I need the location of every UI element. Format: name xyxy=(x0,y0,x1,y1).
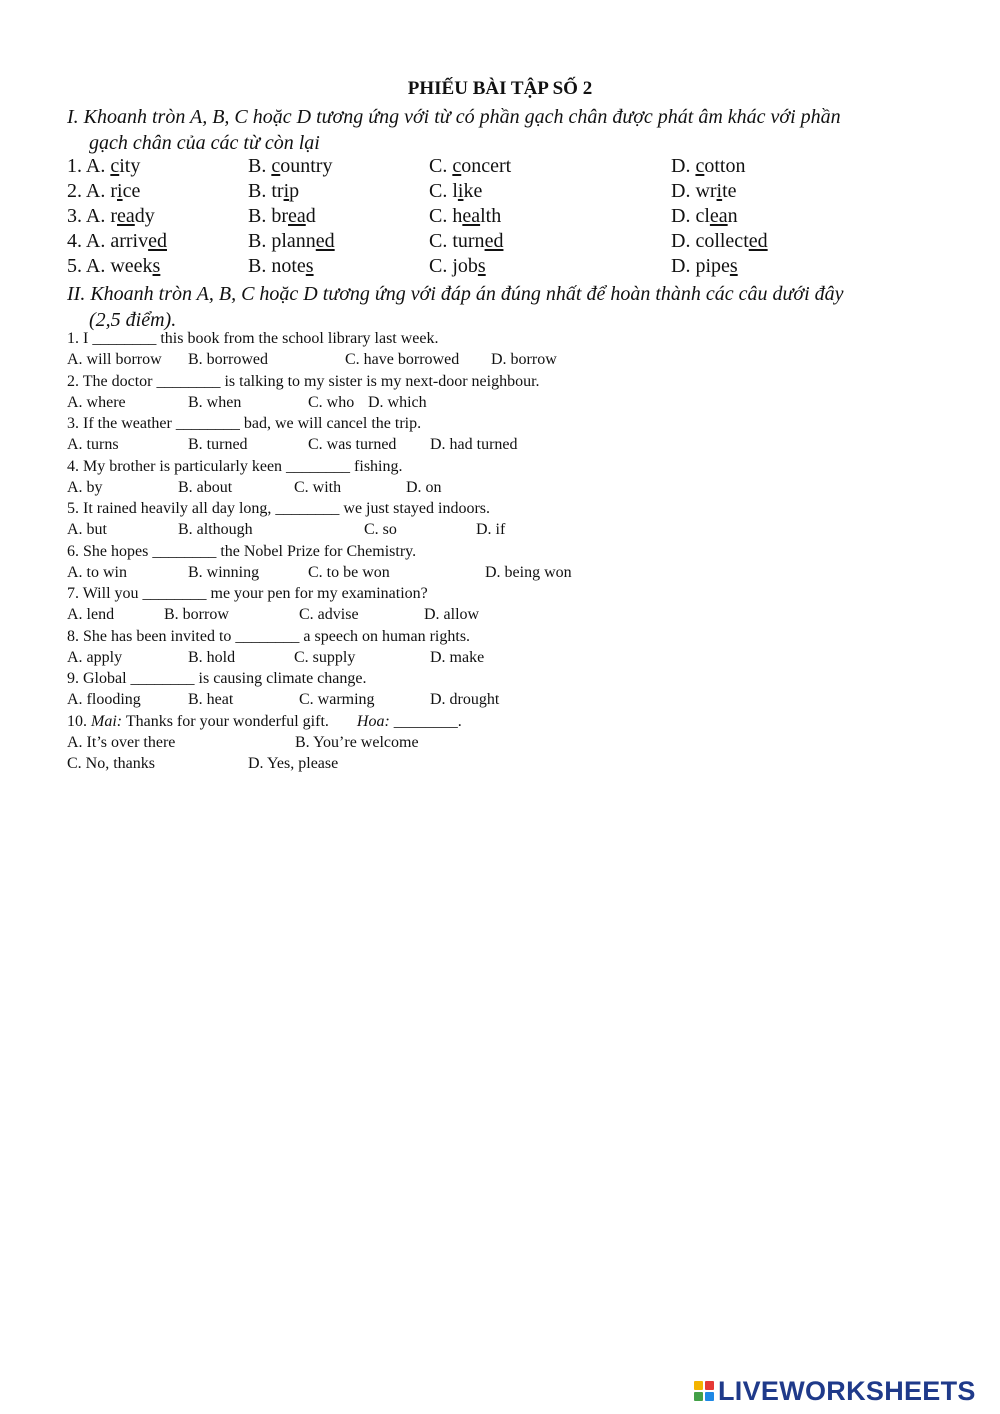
question-options xyxy=(67,479,947,500)
answer-option[interactable]: D. borrow xyxy=(491,351,557,368)
answer-option[interactable]: C. to be won xyxy=(308,563,390,581)
underlined-part: ea xyxy=(288,205,306,227)
pronunciation-option[interactable] xyxy=(248,155,332,178)
pronunciation-option[interactable] xyxy=(67,255,160,278)
answer-option[interactable]: A. apply xyxy=(67,648,123,666)
pronunciation-option[interactable] xyxy=(248,255,314,278)
answer-option[interactable]: A. turns xyxy=(67,436,119,453)
option-text: arriv xyxy=(110,230,149,252)
answer-option[interactable]: C. have borrowed xyxy=(345,351,460,368)
question-text: 8. She has been invited to ________ a speech on human rights. xyxy=(67,627,471,645)
option-text: ke xyxy=(463,180,483,202)
underlined-part: i xyxy=(457,180,464,202)
answer-option[interactable]: D. make xyxy=(430,648,485,666)
answer-option[interactable]: B. turned xyxy=(188,436,248,453)
answer-option[interactable]: A. lend xyxy=(67,606,115,623)
option-text: D. cl xyxy=(671,205,710,227)
section-2-heading xyxy=(67,281,927,333)
row-number: 2. A. xyxy=(67,180,111,202)
question-options xyxy=(67,649,947,670)
option-text: B. br xyxy=(248,205,288,227)
underlined-part: ed xyxy=(315,230,335,252)
answer-option[interactable]: C. advise xyxy=(299,606,359,623)
option-text: C. h xyxy=(429,205,463,227)
pronunciation-option[interactable] xyxy=(429,155,511,178)
option-text: D. collect xyxy=(671,230,749,252)
logo-square xyxy=(705,1381,714,1390)
underlined-part: s xyxy=(305,255,314,277)
question-10-line: Thanks for your wonderful gift. xyxy=(125,713,329,730)
answer-option[interactable]: D. if xyxy=(476,521,506,538)
answer-option[interactable]: C. so xyxy=(364,521,397,538)
liveworksheets-logo xyxy=(694,1377,990,1405)
question-text: 9. Global ________ is causing climate change. xyxy=(67,670,367,687)
pronunciation-option[interactable] xyxy=(671,180,737,203)
answer-option[interactable]: A. to win xyxy=(67,563,127,581)
question-text: 3. If the weather ________ bad, we will cancel the trip. xyxy=(67,415,422,432)
option-text: n xyxy=(727,205,738,227)
question-10-option-b[interactable]: B. You’re welcome xyxy=(295,734,419,751)
option-text: ountry xyxy=(280,155,333,177)
answer-option[interactable]: C. warming xyxy=(299,691,375,708)
underlined-part: i xyxy=(117,180,123,202)
page-title: PHIẾU BÀI TẬP SỐ 2 xyxy=(407,78,593,99)
section-2-heading-line1: II. Khoanh tròn A, B, C hoặc D tương ứng với đáp án đúng nhất để hoàn thành các câu dưới đây xyxy=(67,283,844,305)
answer-option[interactable]: D. which xyxy=(368,393,427,411)
pronunciation-option[interactable] xyxy=(248,205,316,228)
question-options xyxy=(67,521,947,542)
answer-option[interactable]: B. although xyxy=(178,521,253,538)
row-number: 5. A. xyxy=(67,255,111,277)
underlined-part: ea xyxy=(117,205,135,227)
section-1-heading-line2: gạch chân của các từ còn lại xyxy=(89,132,320,154)
option-text: r xyxy=(110,205,118,227)
option-text: B. note xyxy=(248,255,306,277)
question-text: 4. My brother is particularly keen ________ fishing. xyxy=(67,457,403,475)
question-10-options-row-2 xyxy=(67,755,947,776)
answer-option[interactable]: C. with xyxy=(294,478,342,496)
question-10 xyxy=(67,713,947,734)
answer-option[interactable]: A. but xyxy=(67,521,107,538)
option-text: te xyxy=(722,180,737,202)
answer-option[interactable]: B. heat xyxy=(188,691,234,708)
underlined-part: ed xyxy=(148,230,167,252)
section-2-heading-line2: (2,5 điểm). xyxy=(89,309,177,331)
underlined-part: s xyxy=(152,255,161,277)
pronunciation-row xyxy=(67,180,927,205)
answer-option[interactable]: D. on xyxy=(406,478,442,496)
underlined-part: i xyxy=(716,180,723,202)
option-text: D. xyxy=(671,155,696,177)
answer-option[interactable]: D. allow xyxy=(424,606,480,623)
question-10-options-row-1 xyxy=(67,734,947,755)
answer-option[interactable]: C. supply xyxy=(294,648,356,666)
answer-option[interactable]: D. being won xyxy=(485,563,572,581)
pronunciation-option[interactable] xyxy=(429,205,501,228)
option-text: C. job xyxy=(429,255,478,277)
option-text: D. pipe xyxy=(671,255,730,277)
option-text: C. l xyxy=(429,180,458,202)
answer-option[interactable]: A. flooding xyxy=(67,691,141,708)
row-number: 1. A. xyxy=(67,155,111,177)
answer-option[interactable]: B. when xyxy=(188,393,242,411)
answer-option[interactable]: C. who xyxy=(308,393,355,411)
pronunciation-option[interactable] xyxy=(671,255,738,278)
logo-square xyxy=(694,1381,703,1390)
question-text: 2. The doctor ________ is talking to my sister is my next-door neighbour. xyxy=(67,372,540,390)
answer-option[interactable]: A. where xyxy=(67,393,126,411)
section-1-heading xyxy=(67,104,927,156)
pronunciation-option[interactable] xyxy=(67,205,155,228)
question-10-option-a[interactable]: A. It’s over there xyxy=(67,734,176,751)
question-10-option-d[interactable]: D. Yes, please xyxy=(248,755,339,772)
option-text: B. tr xyxy=(248,180,284,202)
question-options xyxy=(67,351,947,372)
pronunciation-option[interactable] xyxy=(67,180,140,203)
option-text: ce xyxy=(122,180,141,202)
row-number: 3. A. xyxy=(67,205,111,227)
question-options xyxy=(67,564,947,585)
underlined-part: s xyxy=(729,255,738,277)
question-options xyxy=(67,436,947,457)
answer-option[interactable]: B. hold xyxy=(188,648,236,666)
answer-option[interactable]: B. winning xyxy=(188,563,260,581)
question-10-speaker-2: Hoa: xyxy=(356,713,390,730)
answer-option[interactable]: A. will borrow xyxy=(67,351,162,368)
answer-option[interactable]: D. had turned xyxy=(430,436,518,453)
logo-text: LIVEWORKSHEETS xyxy=(718,1375,976,1406)
underlined-part: ed xyxy=(484,230,504,252)
underlined-part: ea xyxy=(709,205,728,227)
option-text: ity xyxy=(119,155,141,177)
logo-square xyxy=(705,1392,714,1401)
logo-square xyxy=(694,1392,703,1401)
option-text: B. plann xyxy=(248,230,316,252)
row-number: 4. A. xyxy=(67,230,111,252)
question-10-speaker-1: Mai: xyxy=(91,713,123,730)
answer-option[interactable]: B. about xyxy=(178,478,233,496)
option-text: otton xyxy=(704,155,746,177)
underlined-part: c xyxy=(695,155,705,177)
underlined-part: c xyxy=(271,155,281,177)
pronunciation-option[interactable] xyxy=(248,230,335,253)
option-text: lth xyxy=(480,205,502,227)
pronunciation-option[interactable] xyxy=(67,155,140,178)
pronunciation-option[interactable] xyxy=(671,155,745,178)
logo-squares-icon xyxy=(694,1381,714,1401)
pronunciation-option[interactable] xyxy=(429,180,482,203)
pronunciation-option[interactable] xyxy=(429,230,503,253)
answer-option[interactable]: A. by xyxy=(67,478,103,496)
option-text: B. xyxy=(248,155,272,177)
option-text: D. wr xyxy=(671,180,717,202)
pronunciation-option[interactable] xyxy=(67,230,167,253)
answer-option[interactable]: B. borrow xyxy=(164,606,229,623)
pronunciation-row xyxy=(67,230,927,255)
question-text: 1. I ________ this book from the school library last week. xyxy=(67,330,439,347)
underlined-part: ea xyxy=(462,205,481,227)
question-options xyxy=(67,394,947,415)
pronunciation-option[interactable] xyxy=(671,230,768,253)
pronunciation-row xyxy=(67,155,927,180)
option-text: d xyxy=(305,205,316,227)
option-text: C. xyxy=(429,155,453,177)
underlined-part: s xyxy=(477,255,486,277)
question-options xyxy=(67,606,947,627)
question-text: 7. Will you ________ me your pen for my examination? xyxy=(67,585,428,602)
question-10-blank: ________. xyxy=(393,713,462,730)
pronunciation-row xyxy=(67,255,927,280)
option-text: C. turn xyxy=(429,230,485,252)
answer-option[interactable]: C. was turned xyxy=(308,436,397,453)
pronunciation-option[interactable] xyxy=(429,255,486,278)
option-text: r xyxy=(110,180,118,202)
option-text: week xyxy=(110,255,153,277)
option-text: dy xyxy=(134,205,155,227)
pronunciation-option[interactable] xyxy=(248,180,299,203)
question-text: 6. She hopes ________ the Nobel Prize for Chemistry. xyxy=(67,542,417,560)
question-text: 5. It rained heavily all day long, ________ we just stayed indoors. xyxy=(67,500,491,517)
underlined-part: i xyxy=(283,180,290,202)
answer-option[interactable]: D. drought xyxy=(430,691,500,708)
pronunciation-option[interactable] xyxy=(671,205,738,228)
answer-option[interactable]: B. borrowed xyxy=(188,351,268,368)
question-10-option-c[interactable]: C. No, thanks xyxy=(67,755,155,772)
option-text: oncert xyxy=(461,155,512,177)
section-1-heading-line1: I. Khoanh tròn A, B, C hoặc D tương ứng với từ có phần gạch chân được phát âm khác với phần xyxy=(67,106,841,128)
pronunciation-row xyxy=(67,205,927,230)
underlined-part: c xyxy=(110,155,120,177)
question-options xyxy=(67,691,947,712)
question-10-number: 10. xyxy=(67,713,87,730)
underlined-part: c xyxy=(452,155,462,177)
underlined-part: ed xyxy=(748,230,768,252)
option-text: p xyxy=(289,180,300,202)
